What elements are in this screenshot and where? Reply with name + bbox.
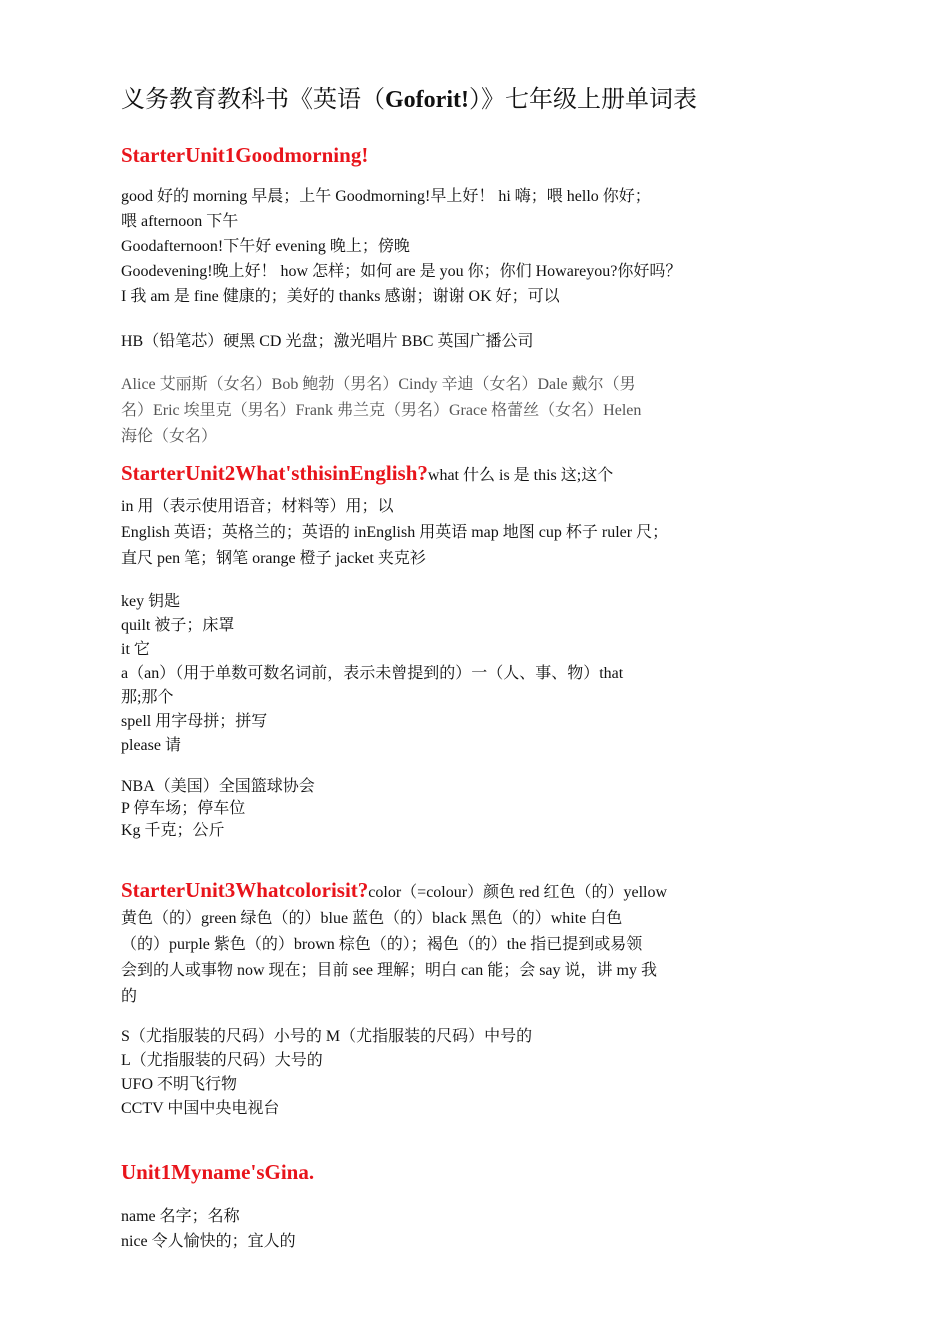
page-title: [121, 84, 697, 116]
section-heading: StarterUnit3Whatcolorisit?: [121, 878, 369, 902]
unit1-vocab: [121, 1204, 721, 1254]
word-line: spell 用字母拼；拼写: [121, 713, 268, 730]
section-unit-1: [121, 1158, 721, 1186]
names-line: 海伦（女名）: [121, 428, 218, 445]
vocab-line: 喂 afternoon 下午: [121, 213, 239, 230]
abbr-line: Kg 千克；公斤: [121, 822, 225, 839]
section-heading: StarterUnit1Goodmorning!: [121, 143, 369, 167]
vocab-line: Goodevening!晚上好！ how 怎样；如何 are 是 you 你；你们 Howareyou?你好吗？: [121, 263, 682, 280]
title-prefix: 义务教育教科书《英语（: [121, 87, 385, 113]
vocab-line: 的: [121, 988, 138, 1005]
starter3-vocab: [121, 906, 721, 1010]
starter2-abbreviations: [121, 776, 721, 842]
vocab-line: nice 令人愉快的；宜人的: [121, 1233, 296, 1250]
vocab-line: 直尺 pen 笔；钢笔 orange 橙子 jacket 夹克衫: [121, 550, 426, 567]
names-line: 名）Eric 埃里克（男名）Frank 弗兰克（男名）Grace 格蕾丝（女名）Helen: [121, 402, 642, 419]
vocab-line: I 我 am 是 fine 健康的；美好的 thanks 感谢；谢谢 OK 好；可以: [121, 288, 560, 305]
heading-tail: what 什么 is 是 this 这;这个: [427, 467, 614, 484]
abbr-line: NBA（美国）全国篮球协会: [121, 778, 315, 795]
names-line: Alice 艾丽斯（女名）Bob 鲍勃（男名）Cindy 辛迪（女名）Dale 戴尔（男: [121, 376, 636, 393]
vocab-line: Goodafternoon!下午好 evening 晚上；傍晚: [121, 238, 410, 255]
word-line: a（an）（用于单数可数名词前，表示未曾提到的）一（人、事、物）that: [121, 665, 624, 682]
vocab-line: 会到的人或事物 now 现在；目前 see 理解；明白 can 能；会 say 说，讲 my 我: [121, 962, 657, 979]
starter1-names: [121, 372, 721, 450]
word-line: key 钥匙: [121, 593, 181, 610]
vocab-line: 黄色（的）green 绿色（的）blue 蓝色（的）black 黑色（的）white 白色: [121, 910, 623, 927]
section-starter-unit-2: [121, 459, 721, 490]
vocab-line: English 英语；英格兰的；英语的 inEnglish 用英语 map 地图 cup 杯子 ruler 尺；: [121, 524, 669, 541]
section-starter-unit-3: [121, 876, 721, 907]
abbr-line: S（尤指服装的尺码）小号的 M（尤指服装的尺码）中号的: [121, 1028, 533, 1045]
section-heading: StarterUnit2What'sthisinEnglish?: [121, 461, 428, 485]
word-line: it 它: [121, 641, 150, 658]
abbr-line: P 停车场；停车位: [121, 800, 246, 817]
heading-tail: color（=colour）颜色 red 红色（的）yellow: [368, 884, 668, 901]
starter1-vocab: [121, 184, 721, 309]
word-line: 那;那个: [121, 689, 174, 706]
abbr-line: HB（铅笔芯）硬黑 CD 光盘；激光唱片 BBC 英国广播公司: [121, 333, 534, 350]
vocab-line: name 名字；名称: [121, 1208, 240, 1225]
vocab-line: （的）purple 紫色（的）brown 棕色（的）；褐色（的）the 指已提到或易领: [121, 936, 643, 953]
section-starter-unit-1: [121, 142, 721, 168]
abbr-line: L（尤指服装的尺码）大号的: [121, 1052, 323, 1069]
abbr-line: UFO 不明飞行物: [121, 1076, 238, 1093]
section-heading: Unit1Myname'sGina.: [121, 1160, 315, 1184]
title-suffix: ）》七年级上册单词表: [468, 87, 697, 113]
starter1-abbreviations: [121, 329, 721, 354]
abbr-line: CCTV 中国中央电视台: [121, 1100, 280, 1117]
starter2-vocab: [121, 494, 721, 572]
vocab-line: in 用（表示使用语音；材料等）用；以: [121, 498, 394, 515]
vocab-line: good 好的 morning 早晨；上午 Goodmorning!早上好！ hi 嗨；喂 hello 你好；: [121, 188, 651, 205]
starter2-words: [121, 590, 721, 758]
word-line: please 请: [121, 737, 181, 754]
title-bold: Goforit!: [385, 87, 469, 113]
starter3-abbreviations: [121, 1025, 721, 1121]
word-line: quilt 被子；床罩: [121, 617, 235, 634]
